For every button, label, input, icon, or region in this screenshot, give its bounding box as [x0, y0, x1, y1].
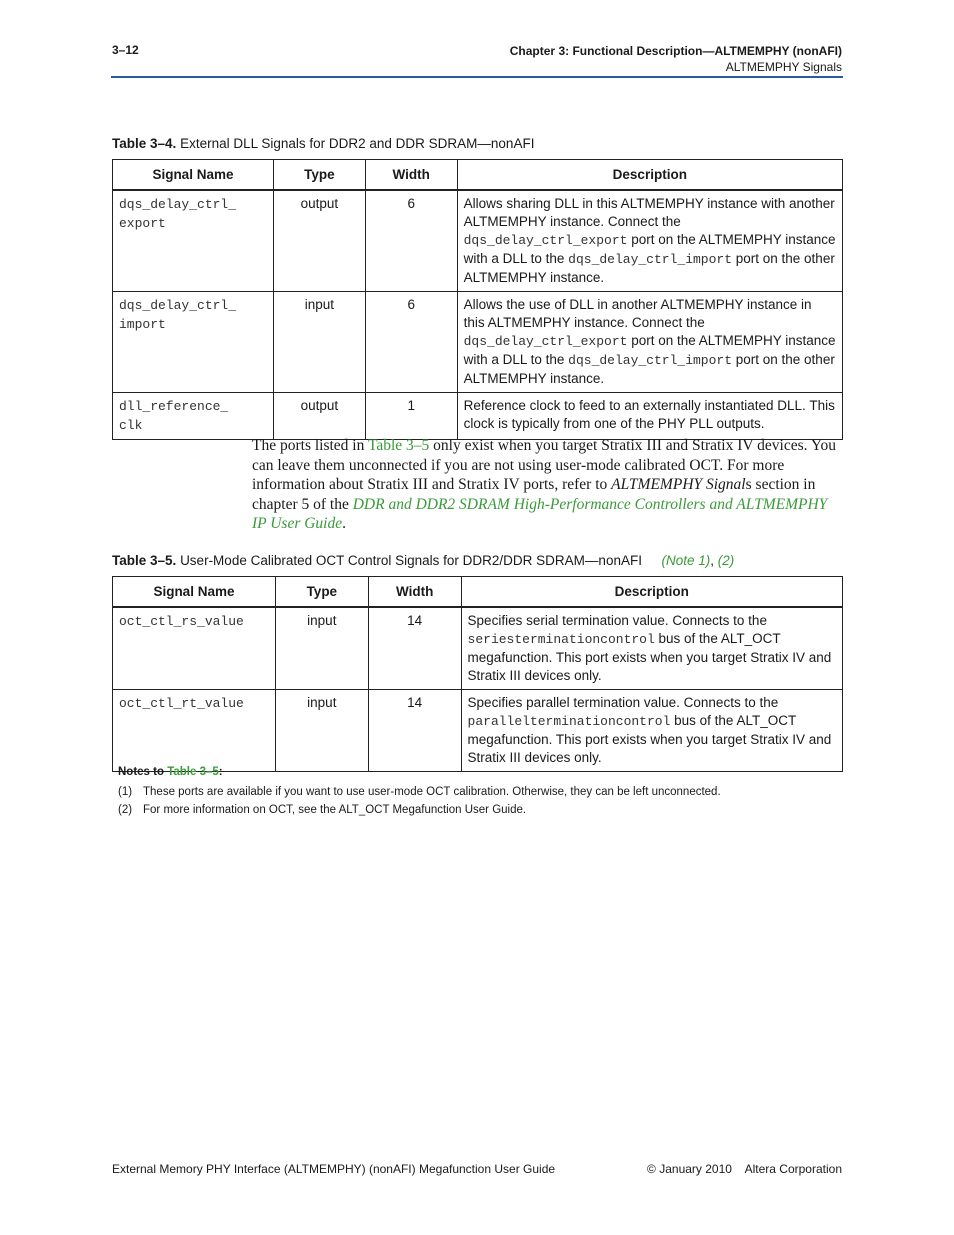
desc-text: port on the ALTMEMPHY instance with a DLL to the — [463, 332, 836, 367]
desc-text: port on the ALTMEMPHY instance with a DLL to the — [463, 231, 836, 266]
type-cell: input — [275, 607, 368, 690]
type-cell: input — [275, 689, 368, 771]
notes-title — [118, 766, 721, 778]
note-number: (2) — [118, 804, 133, 816]
signal-name-cell — [113, 190, 274, 292]
desc-code: dqs_delay_ctrl_import — [568, 251, 732, 267]
signal-name-cell — [113, 291, 274, 392]
running-header — [510, 43, 842, 75]
desc-code: dqs_delay_ctrl_export — [463, 232, 628, 248]
col-width: Width — [368, 577, 461, 607]
table-row — [113, 291, 843, 392]
width-cell: 6 — [365, 291, 457, 392]
description-cell — [457, 190, 842, 292]
header-rule — [111, 76, 843, 78]
description-cell — [461, 689, 842, 771]
width-cell: 14 — [368, 607, 461, 690]
para-italic: ALTMEMPHY Signal — [611, 476, 746, 494]
note-text: For more information on OCT, see the ALT_OCT Megafunction User Guide. — [143, 804, 527, 816]
col-type: Type — [275, 577, 368, 607]
desc-text: Specifies parallel termination value. Connects to the — [467, 694, 779, 710]
body-paragraph — [252, 436, 842, 534]
desc-code: dqs_delay_ctrl_export — [463, 333, 628, 349]
para-text: only exist when you target Stratix III and Stratix IV devices. You can leave them unconnected if you are not using user-mode calibrated OCT. For more information about Stratix III and Stratix IV ports, refer to — [252, 437, 836, 494]
signal-line: oct_ctl_rs_value — [119, 613, 244, 629]
note-1-link[interactable]: (Note 1) — [661, 553, 711, 568]
col-width: Width — [365, 160, 457, 190]
table-3-4-caption — [112, 136, 534, 151]
notes-title-suffix: : — [218, 766, 223, 778]
desc-text: port on the other ALTMEMPHY instance. — [463, 250, 835, 285]
width-cell: 14 — [368, 689, 461, 771]
signal-line: oct_ctl_rt_value — [119, 695, 244, 711]
note-separator: , — [710, 553, 718, 568]
desc-text: Allows sharing DLL in this ALTMEMPHY instance with another ALTMEMPHY instance. Connect the — [463, 195, 835, 229]
note-item — [118, 786, 721, 798]
notes-title-text: Notes to — [118, 766, 168, 778]
desc-text: bus of the ALT_OCT megafunction. This port exists when you target Stratix IV and Stratix III devices only. — [467, 630, 832, 683]
table-row — [113, 607, 843, 690]
table-header-row — [113, 577, 843, 607]
signal-line: export — [119, 215, 166, 231]
signal-line: dqs_delay_ctrl_ — [119, 196, 237, 212]
table-3-5-caption — [112, 553, 734, 568]
table-row — [113, 190, 843, 292]
table-notes — [118, 766, 721, 822]
footer-copyright: © January 2010 Altera Corporation — [647, 1162, 842, 1176]
desc-text: Specifies serial termination value. Connects to the — [467, 612, 767, 628]
description-cell — [457, 291, 842, 392]
description-cell — [461, 607, 842, 690]
signal-line: clk — [119, 417, 143, 433]
note-number: (1) — [118, 786, 133, 798]
col-description: Description — [457, 160, 842, 190]
table-row — [113, 689, 843, 771]
notes-table-link[interactable]: Table 3–5 — [167, 766, 219, 778]
description-cell: Reference clock to feed to an externally instantiated DLL. This clock is typically from one of the PHY PLL outputs. — [457, 392, 842, 439]
col-description: Description — [461, 577, 842, 607]
note-item — [118, 804, 721, 816]
section-title: ALTMEMPHY Signals — [725, 60, 842, 74]
chapter-title: Chapter 3: Functional Description—ALTMEMPHY (nonAFI) — [509, 44, 842, 58]
table-label: Table 3–5. — [112, 553, 177, 568]
user-guide-link[interactable]: DDR and DDR2 SDRAM High-Performance Controllers and ALTMEMPHY IP User Guide — [252, 495, 828, 533]
signal-line: dqs_delay_ctrl_ — [119, 297, 237, 313]
table-3-4 — [112, 159, 843, 440]
para-text: s section in chapter 5 of the — [252, 476, 816, 513]
page-number: 3–12 — [112, 43, 139, 57]
table-label: Table 3–4. — [112, 136, 177, 151]
desc-code: seriesterminationcontrol — [467, 631, 655, 647]
table-title: External DLL Signals for DDR2 and DDR SDRAM—nonAFI — [180, 136, 535, 151]
type-cell: output — [273, 392, 365, 439]
table-3-5 — [112, 576, 843, 772]
desc-code: parallelterminationcontrol — [467, 713, 671, 729]
signal-name-cell — [113, 607, 276, 690]
type-cell: input — [273, 291, 365, 392]
width-cell: 6 — [365, 190, 457, 292]
signal-name-cell — [113, 392, 274, 439]
col-signal-name: Signal Name — [113, 577, 276, 607]
table-3-5-link[interactable]: Table 3–5 — [367, 437, 430, 454]
table-row — [113, 392, 843, 439]
col-type: Type — [273, 160, 365, 190]
footer-document-title: External Memory PHY Interface (ALTMEMPHY) (nonAFI) Megafunction User Guide — [112, 1162, 556, 1176]
note-2-link[interactable]: (2) — [717, 553, 735, 568]
signal-line: dll_reference_ — [119, 398, 229, 414]
width-cell: 1 — [365, 392, 457, 439]
para-text: The ports listed in — [252, 437, 368, 454]
desc-text: port on the other ALTMEMPHY instance. — [463, 351, 835, 386]
desc-text: Allows the use of DLL in another ALTMEMPHY instance in this ALTMEMPHY instance. Connect the — [463, 296, 812, 330]
table-header-row — [113, 160, 843, 190]
signal-line: import — [119, 316, 166, 332]
para-text: . — [342, 515, 346, 533]
table-title: User-Mode Calibrated OCT Control Signals for DDR2/DDR SDRAM—nonAFI — [180, 553, 642, 568]
desc-text: bus of the ALT_OCT megafunction. This port exists when you target Stratix IV and Stratix III devices only. — [467, 712, 832, 765]
note-text: These ports are available if you want to use user-mode OCT calibration. Otherwise, they can be left unconnected. — [143, 786, 721, 798]
signal-name-cell — [113, 689, 276, 771]
col-signal-name: Signal Name — [113, 160, 274, 190]
desc-code: dqs_delay_ctrl_import — [568, 352, 732, 368]
type-cell: output — [273, 190, 365, 292]
